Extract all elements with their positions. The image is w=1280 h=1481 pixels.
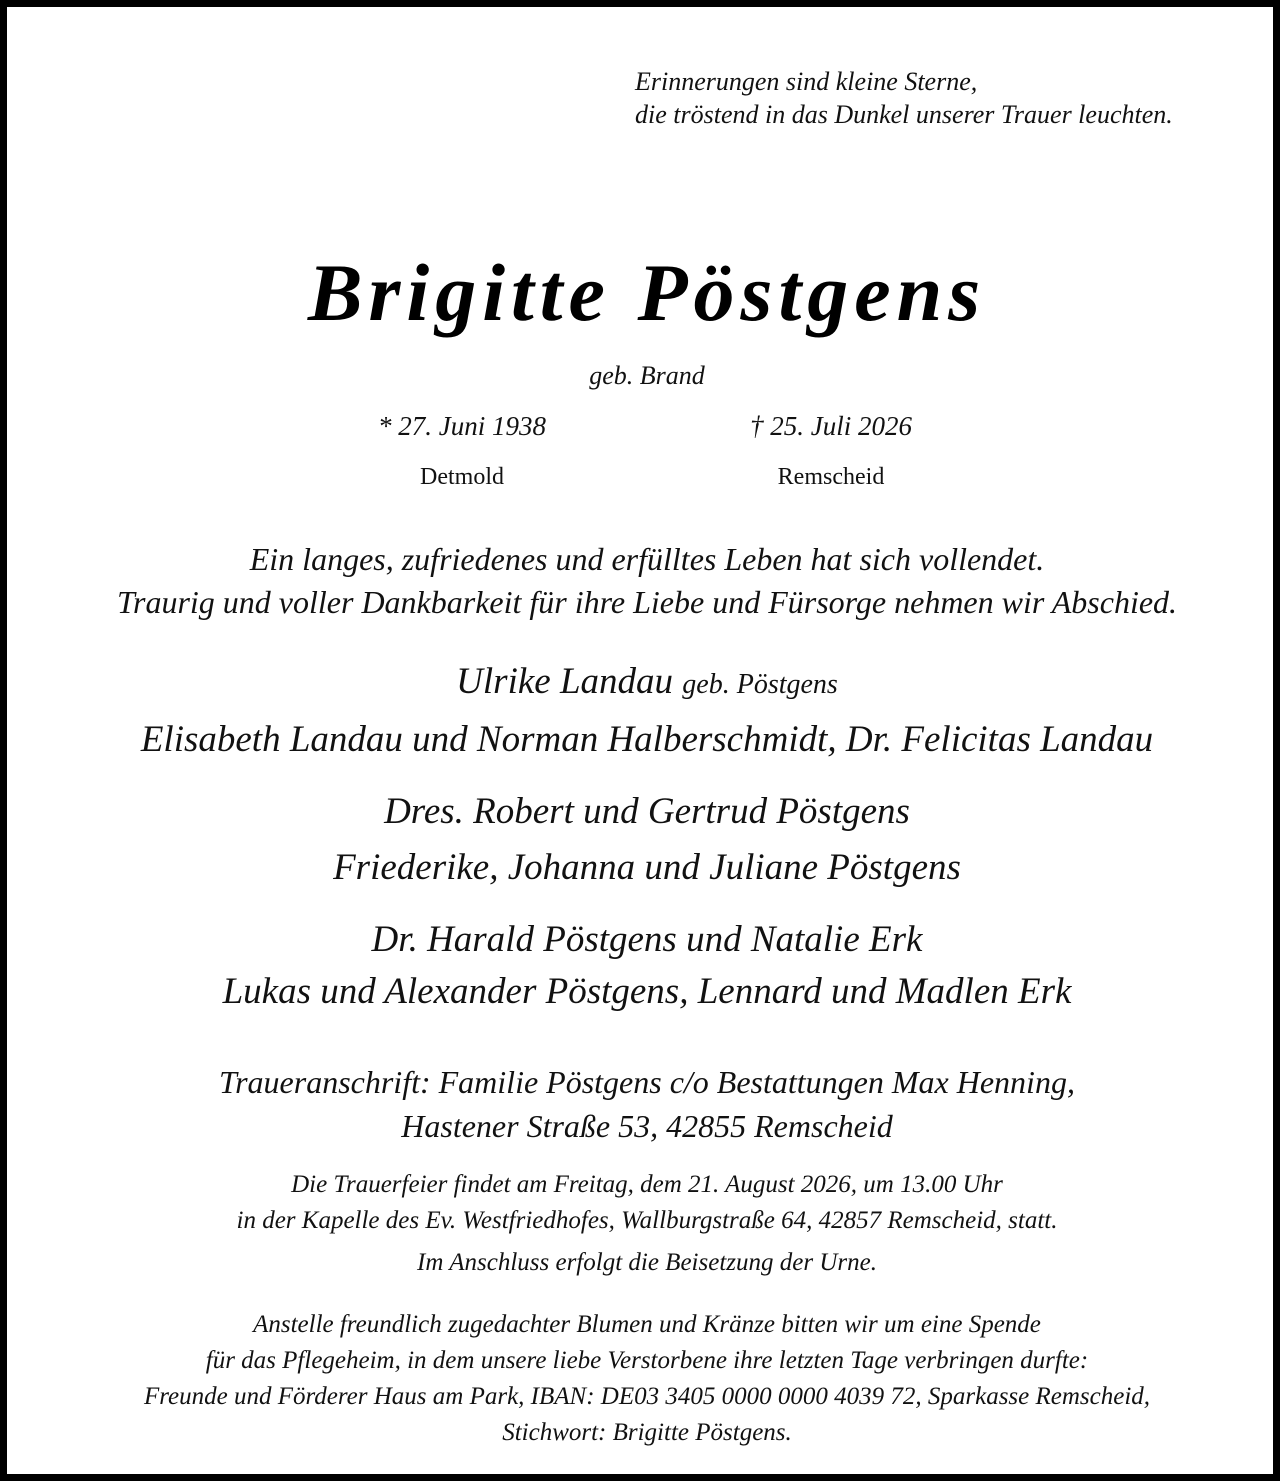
birth-date: * 27. Juni 1938 [378, 411, 546, 441]
mourner-line-6: Lukas und Alexander Pöstgens, Lennard und Madlen Erk [222, 971, 1072, 1012]
tribute-line-1: Ein langes, zufriedenes und erfülltes Leben hat sich vollendet. [249, 541, 1045, 577]
service-line-3: Im Anschluss erfolgt die Beisetzung der Urne. [417, 1249, 877, 1276]
mourner-line-1-name: Ulrike Landau [456, 661, 674, 702]
death-place: Remscheid [777, 464, 885, 490]
mourner-line-1-suffix: geb. Pöstgens [682, 669, 838, 700]
maiden-name: geb. Brand [589, 361, 705, 390]
mourner-line-1 [7, 659, 1280, 708]
mourner-line-2: Elisabeth Landau und Norman Halberschmidt, Dr. Felicitas Landau [140, 719, 1154, 760]
opening-quote [635, 65, 1173, 131]
donation-line-2: für das Pflegeheim, in dem unsere liebe Verstorbene ihre letzten Tage verbringen durfte: [205, 1347, 1089, 1374]
donation-line-3: Freunde und Förderer Haus am Park, IBAN: DE03 3405 0000 0000 4039 72, Sparkasse Remscheid, [143, 1383, 1151, 1410]
address-line-1: Traueranschrift: Familie Pöstgens c/o Bestattungen Max Henning, [219, 1064, 1075, 1100]
service-line-1: Die Trauerfeier findet am Freitag, dem 21. August 2026, um 13.00 Uhr [291, 1171, 1003, 1198]
service-line-2: in der Kapelle des Ev. Westfriedhofes, Wallburgstraße 64, 42857 Remscheid, statt. [236, 1207, 1058, 1234]
death-date: † 25. Juli 2026 [750, 411, 912, 441]
mourner-line-3: Dres. Robert und Gertrud Pöstgens [384, 791, 910, 832]
deceased-name: Brigitte Pöstgens [307, 247, 987, 338]
mourner-line-4: Friederike, Johanna und Juliane Pöstgens [333, 847, 961, 888]
address-line-2: Hastener Straße 53, 42855 Remscheid [401, 1108, 893, 1144]
birth-place: Detmold [420, 464, 504, 490]
mourner-line-5: Dr. Harald Pöstgens und Natalie Erk [371, 919, 923, 960]
quote-line-1: Erinnerungen sind kleine Sterne, [635, 67, 978, 96]
tribute-line-2: Traurig und voller Dankbarkeit für ihre Liebe und Fürsorge nehmen wir Abschied. [116, 584, 1178, 620]
quote-line-2: die tröstend in das Dunkel unserer Trauer leuchten. [635, 100, 1173, 129]
donation-line-4: Stichwort: Brigitte Pöstgens. [502, 1419, 792, 1446]
donation-line-1: Anstelle freundlich zugedachter Blumen und Kränze bitten wir um eine Spende [253, 1311, 1041, 1338]
